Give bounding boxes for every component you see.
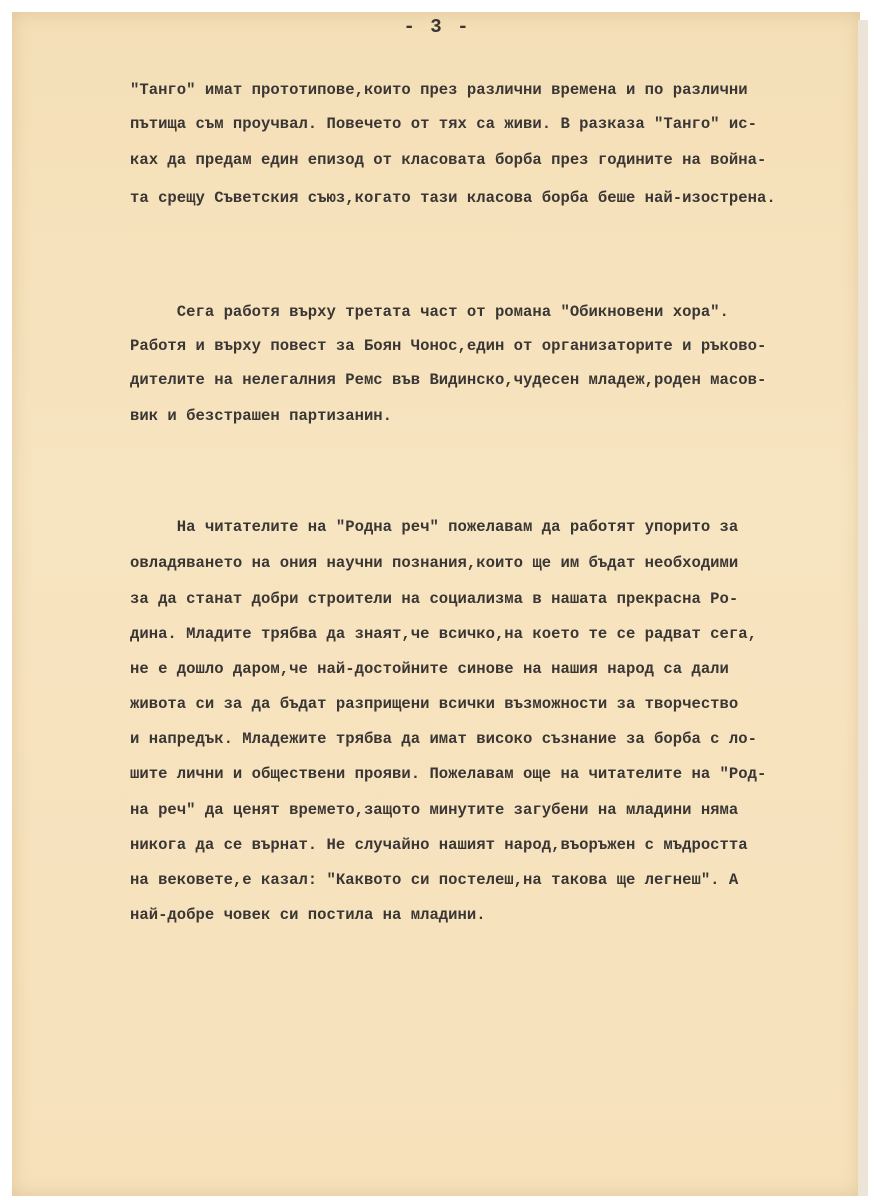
text-line: за да станат добри строители на социализма в нашата прекрасна Ро- (130, 590, 739, 608)
text-line: овладяването на ония научни познания,които ще им бъдат необходими (130, 554, 739, 572)
text-line: Работя и върху повест за Боян Чонос,един от организаторите и ръково- (130, 337, 767, 355)
page-edge (858, 20, 868, 1196)
page-number: - 3 - (403, 16, 471, 38)
text-line: Сега работя върху третата част от романа "Обикновени хора". (130, 303, 729, 321)
text-line: не е дошло даром,че най-достойните синове на нашия народ са дали (130, 660, 729, 678)
text-line: никога да се върнат. Не случайно нашият народ,въоръжен с мъдростта (130, 836, 748, 854)
text-line: най-добре човек си постила на младини. (130, 906, 486, 924)
text-line: на вековете,е казал: "Каквото си постелеш,на такова ще легнеш". А (130, 871, 739, 889)
text-line: и напредък. Младежите трябва да имат високо съзнание за борба с ло- (130, 730, 757, 748)
text-line: на реч" да ценят времето,защото минутите загубени на младини няма (130, 801, 739, 819)
text-line: На читателите на "Родна реч" пожелавам да работят упорито за (130, 518, 739, 536)
text-line: ках да предам един епизод от класовата борба през годините на война- (130, 151, 767, 169)
text-line: шите лични и обществени прояви. Пожелавам още на читателите на "Род- (130, 765, 767, 783)
text-line: вик и безстрашен партизанин. (130, 407, 393, 425)
text-line: дителите на нелегалния Ремс във Видинско,чудесен младеж,роден масов- (130, 371, 767, 389)
text-line: "Танго" имат прототипове,които през различни времена и по различни (130, 81, 748, 99)
text-line: живота си за да бъдат разприщени всички възможности за творчество (130, 695, 739, 713)
text-line: пътища съм проучвал. Повечето от тях са живи. В разказа "Танго" ис- (130, 115, 757, 133)
text-line: та срещу Съветския съюз,когато тази класова борба беше най-изострена. (130, 189, 776, 207)
text-line: дина. Младите трябва да знаят,че всичко,на което те се радват сега, (130, 625, 757, 643)
